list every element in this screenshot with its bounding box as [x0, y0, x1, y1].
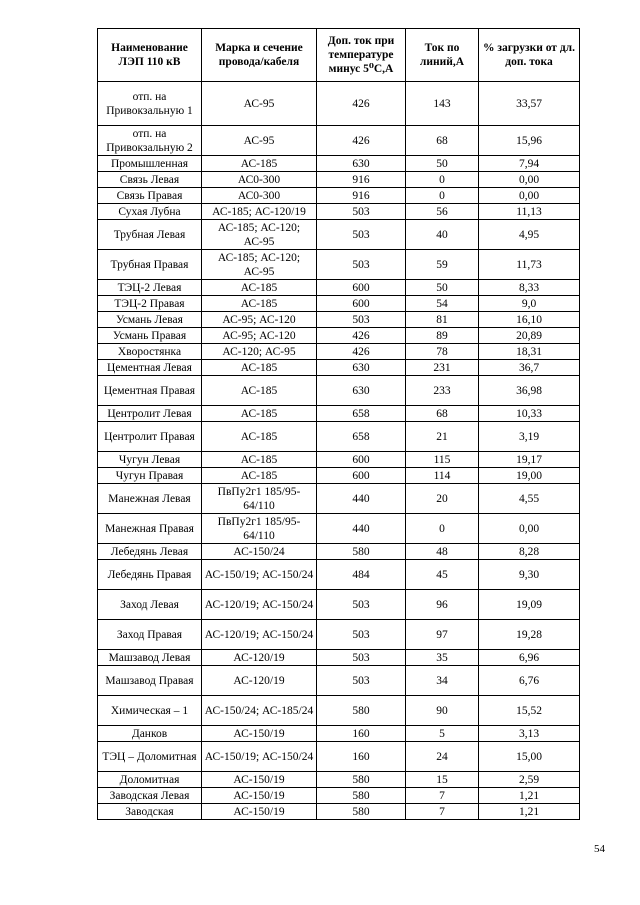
- cell-permissible-current: 503: [317, 666, 406, 696]
- cell-line-name: Промышленная: [98, 156, 202, 172]
- cell-wire-type: АС-150/19: [202, 726, 317, 742]
- cell-line-current: 5: [406, 726, 479, 742]
- cell-line-current: 96: [406, 590, 479, 620]
- cell-line-current: 15: [406, 772, 479, 788]
- cell-permissible-current: 160: [317, 742, 406, 772]
- cell-line-current: 231: [406, 360, 479, 376]
- cell-line-current: 143: [406, 82, 479, 126]
- cell-line-current: 35: [406, 650, 479, 666]
- header-row: [98, 29, 580, 82]
- cell-permissible-current: 440: [317, 484, 406, 514]
- cell-permissible-current: 580: [317, 696, 406, 726]
- cell-load-percent: 2,59: [479, 772, 580, 788]
- cell-wire-type: АС-120/19; АС-150/24: [202, 590, 317, 620]
- cell-wire-type: АС-150/19: [202, 788, 317, 804]
- cell-wire-type: АС-120/19; АС-150/24: [202, 620, 317, 650]
- table-row: [98, 250, 580, 280]
- table-body: [98, 82, 580, 820]
- cell-load-percent: 11,13: [479, 204, 580, 220]
- cell-line-name: Заводская: [98, 804, 202, 820]
- cell-wire-type: АС-185: [202, 468, 317, 484]
- cell-load-percent: 4,95: [479, 220, 580, 250]
- table-row: [98, 650, 580, 666]
- cell-line-current: 89: [406, 328, 479, 344]
- cell-wire-type: ПвПу2г1 185/95-64/110: [202, 514, 317, 544]
- table-row: [98, 82, 580, 126]
- table-row: [98, 544, 580, 560]
- cell-permissible-current: 440: [317, 514, 406, 544]
- cell-wire-type: АС-150/24; АС-185/24: [202, 696, 317, 726]
- cell-wire-type: АС-185: [202, 452, 317, 468]
- cell-line-name: ТЭЦ-2 Левая: [98, 280, 202, 296]
- cell-permissible-current: 600: [317, 452, 406, 468]
- cell-permissible-current: 503: [317, 204, 406, 220]
- cell-permissible-current: 426: [317, 126, 406, 156]
- cell-load-percent: 10,33: [479, 406, 580, 422]
- cell-wire-type: АС-185: [202, 360, 317, 376]
- cell-line-name: Заход Левая: [98, 590, 202, 620]
- cell-line-name: ТЭЦ-2 Правая: [98, 296, 202, 312]
- table-row: [98, 376, 580, 406]
- cell-line-name: Трубная Левая: [98, 220, 202, 250]
- cell-line-current: 24: [406, 742, 479, 772]
- cell-line-current: 20: [406, 484, 479, 514]
- cell-line-name: Чугун Левая: [98, 452, 202, 468]
- cell-line-current: 54: [406, 296, 479, 312]
- cell-line-current: 115: [406, 452, 479, 468]
- cell-wire-type: АС-95; АС-120: [202, 312, 317, 328]
- header-wire-type: Марка и сечение провода/кабеля: [202, 29, 317, 82]
- cell-permissible-current: 580: [317, 788, 406, 804]
- cell-line-name: Машзавод Левая: [98, 650, 202, 666]
- cell-permissible-current: 600: [317, 296, 406, 312]
- cell-wire-type: АС-185: [202, 156, 317, 172]
- cell-permissible-current: 630: [317, 360, 406, 376]
- cell-line-current: 68: [406, 126, 479, 156]
- cell-wire-type: АС-150/24: [202, 544, 317, 560]
- cell-wire-type: АС-95: [202, 82, 317, 126]
- cell-line-name: Центролит Левая: [98, 406, 202, 422]
- table-header: [98, 29, 580, 82]
- cell-line-current: 97: [406, 620, 479, 650]
- table-row: [98, 468, 580, 484]
- table-row: [98, 560, 580, 590]
- cell-wire-type: АС-95: [202, 126, 317, 156]
- cell-permissible-current: 658: [317, 406, 406, 422]
- cell-wire-type: АС-150/19; АС-150/24: [202, 560, 317, 590]
- cell-line-name: отп. на Привокзальную 1: [98, 82, 202, 126]
- cell-line-current: 56: [406, 204, 479, 220]
- cell-load-percent: 9,30: [479, 560, 580, 590]
- cell-load-percent: 3,13: [479, 726, 580, 742]
- power-lines-table: [97, 28, 580, 820]
- cell-line-current: 7: [406, 788, 479, 804]
- cell-load-percent: 6,76: [479, 666, 580, 696]
- header-line-current: Ток по линий,А: [406, 29, 479, 82]
- table-row: [98, 590, 580, 620]
- cell-load-percent: 0,00: [479, 514, 580, 544]
- table-row: [98, 696, 580, 726]
- cell-wire-type: ПвПу2г1 185/95-64/110: [202, 484, 317, 514]
- cell-wire-type: АС-185; АС-120/19: [202, 204, 317, 220]
- cell-load-percent: 33,57: [479, 82, 580, 126]
- cell-line-name: Сухая Лубна: [98, 204, 202, 220]
- cell-load-percent: 11,73: [479, 250, 580, 280]
- cell-load-percent: 15,52: [479, 696, 580, 726]
- cell-wire-type: АС-185: [202, 422, 317, 452]
- table-row: [98, 514, 580, 544]
- cell-load-percent: 3,19: [479, 422, 580, 452]
- cell-wire-type: АС-150/19; АС-150/24: [202, 742, 317, 772]
- table-row: [98, 788, 580, 804]
- cell-line-name: Усмань Левая: [98, 312, 202, 328]
- cell-wire-type: АС-150/19: [202, 804, 317, 820]
- cell-permissible-current: 630: [317, 376, 406, 406]
- cell-load-percent: 8,33: [479, 280, 580, 296]
- cell-load-percent: 19,17: [479, 452, 580, 468]
- cell-line-current: 90: [406, 696, 479, 726]
- table-row: [98, 312, 580, 328]
- cell-load-percent: 8,28: [479, 544, 580, 560]
- cell-line-name: Связь Правая: [98, 188, 202, 204]
- cell-load-percent: 7,94: [479, 156, 580, 172]
- table-row: [98, 328, 580, 344]
- cell-line-current: 59: [406, 250, 479, 280]
- cell-load-percent: 16,10: [479, 312, 580, 328]
- cell-line-current: 50: [406, 280, 479, 296]
- cell-line-name: Данков: [98, 726, 202, 742]
- cell-permissible-current: 600: [317, 468, 406, 484]
- cell-line-current: 7: [406, 804, 479, 820]
- cell-line-current: 0: [406, 514, 479, 544]
- cell-load-percent: 20,89: [479, 328, 580, 344]
- cell-line-current: 0: [406, 188, 479, 204]
- cell-line-name: Химическая – 1: [98, 696, 202, 726]
- cell-line-current: 21: [406, 422, 479, 452]
- cell-line-name: Трубная Правая: [98, 250, 202, 280]
- table-row: [98, 126, 580, 156]
- table-row: [98, 484, 580, 514]
- cell-permissible-current: 503: [317, 650, 406, 666]
- cell-load-percent: 19,09: [479, 590, 580, 620]
- cell-line-name: Связь Левая: [98, 172, 202, 188]
- cell-permissible-current: 658: [317, 422, 406, 452]
- cell-permissible-current: 503: [317, 312, 406, 328]
- cell-line-name: Хворостянка: [98, 344, 202, 360]
- cell-wire-type: АС-185: [202, 280, 317, 296]
- cell-line-current: 0: [406, 172, 479, 188]
- cell-load-percent: 19,28: [479, 620, 580, 650]
- cell-line-current: 40: [406, 220, 479, 250]
- cell-wire-type: АС-185: [202, 296, 317, 312]
- cell-permissible-current: 580: [317, 772, 406, 788]
- cell-load-percent: 0,00: [479, 188, 580, 204]
- cell-permissible-current: 503: [317, 250, 406, 280]
- cell-permissible-current: 426: [317, 344, 406, 360]
- cell-load-percent: 19,00: [479, 468, 580, 484]
- cell-line-name: Заводская Левая: [98, 788, 202, 804]
- cell-line-name: Чугун Правая: [98, 468, 202, 484]
- page-number: 54: [594, 843, 605, 855]
- table-row: [98, 220, 580, 250]
- cell-line-current: 48: [406, 544, 479, 560]
- header-load-percent: % загрузки от дл. доп. тока: [479, 29, 580, 82]
- table-row: [98, 452, 580, 468]
- cell-line-current: 78: [406, 344, 479, 360]
- cell-wire-type: АС-185: [202, 406, 317, 422]
- cell-permissible-current: 600: [317, 280, 406, 296]
- cell-line-name: Лебедянь Правая: [98, 560, 202, 590]
- cell-permissible-current: 916: [317, 172, 406, 188]
- table-row: [98, 772, 580, 788]
- table-row: [98, 344, 580, 360]
- cell-line-name: Манежная Правая: [98, 514, 202, 544]
- cell-load-percent: 1,21: [479, 804, 580, 820]
- cell-line-name: Центролит Правая: [98, 422, 202, 452]
- cell-permissible-current: 426: [317, 328, 406, 344]
- cell-line-current: 68: [406, 406, 479, 422]
- cell-line-name: Цементная Правая: [98, 376, 202, 406]
- cell-load-percent: 6,96: [479, 650, 580, 666]
- cell-line-name: ТЭЦ – Доломитная: [98, 742, 202, 772]
- cell-line-current: 114: [406, 468, 479, 484]
- cell-line-name: Машзавод Правая: [98, 666, 202, 696]
- table-row: [98, 280, 580, 296]
- cell-load-percent: 1,21: [479, 788, 580, 804]
- cell-load-percent: 18,31: [479, 344, 580, 360]
- cell-permissible-current: 916: [317, 188, 406, 204]
- cell-permissible-current: 580: [317, 804, 406, 820]
- table-row: [98, 666, 580, 696]
- cell-load-percent: 36,7: [479, 360, 580, 376]
- cell-line-name: Доломитная: [98, 772, 202, 788]
- table-row: [98, 726, 580, 742]
- cell-load-percent: 0,00: [479, 172, 580, 188]
- table-row: [98, 422, 580, 452]
- table-row: [98, 406, 580, 422]
- cell-load-percent: 9,0: [479, 296, 580, 312]
- cell-line-current: 81: [406, 312, 479, 328]
- table-row: [98, 156, 580, 172]
- header-line-name: Наименование ЛЭП 110 кВ: [98, 29, 202, 82]
- cell-line-current: 34: [406, 666, 479, 696]
- cell-line-current: 50: [406, 156, 479, 172]
- cell-permissible-current: 630: [317, 156, 406, 172]
- cell-permissible-current: 503: [317, 620, 406, 650]
- table-row: [98, 360, 580, 376]
- cell-line-current: 233: [406, 376, 479, 406]
- cell-load-percent: 15,96: [479, 126, 580, 156]
- cell-wire-type: АС0-300: [202, 172, 317, 188]
- cell-line-name: отп. на Привокзальную 2: [98, 126, 202, 156]
- cell-permissible-current: 503: [317, 590, 406, 620]
- cell-load-percent: 36,98: [479, 376, 580, 406]
- table-row: [98, 804, 580, 820]
- table-row: [98, 296, 580, 312]
- cell-wire-type: АС0-300: [202, 188, 317, 204]
- cell-line-name: Манежная Левая: [98, 484, 202, 514]
- table-row: [98, 204, 580, 220]
- cell-wire-type: АС-120; АС-95: [202, 344, 317, 360]
- header-permissible-current: Доп. ток при температуре минус 5⁰С,А: [317, 29, 406, 82]
- cell-wire-type: АС-150/19: [202, 772, 317, 788]
- cell-line-current: 45: [406, 560, 479, 590]
- table-row: [98, 172, 580, 188]
- cell-wire-type: АС-95; АС-120: [202, 328, 317, 344]
- cell-wire-type: АС-185: [202, 376, 317, 406]
- cell-wire-type: АС-120/19: [202, 650, 317, 666]
- table-row: [98, 620, 580, 650]
- cell-load-percent: 4,55: [479, 484, 580, 514]
- cell-line-name: Цементная Левая: [98, 360, 202, 376]
- cell-wire-type: АС-120/19: [202, 666, 317, 696]
- cell-permissible-current: 160: [317, 726, 406, 742]
- table-row: [98, 742, 580, 772]
- cell-permissible-current: 484: [317, 560, 406, 590]
- cell-line-name: Лебедянь Левая: [98, 544, 202, 560]
- cell-permissible-current: 503: [317, 220, 406, 250]
- cell-line-name: Усмань Правая: [98, 328, 202, 344]
- cell-load-percent: 15,00: [479, 742, 580, 772]
- cell-wire-type: АС-185; АС-120; АС-95: [202, 220, 317, 250]
- cell-line-name: Заход Правая: [98, 620, 202, 650]
- cell-wire-type: АС-185; АС-120; АС-95: [202, 250, 317, 280]
- cell-permissible-current: 580: [317, 544, 406, 560]
- cell-permissible-current: 426: [317, 82, 406, 126]
- table-row: [98, 188, 580, 204]
